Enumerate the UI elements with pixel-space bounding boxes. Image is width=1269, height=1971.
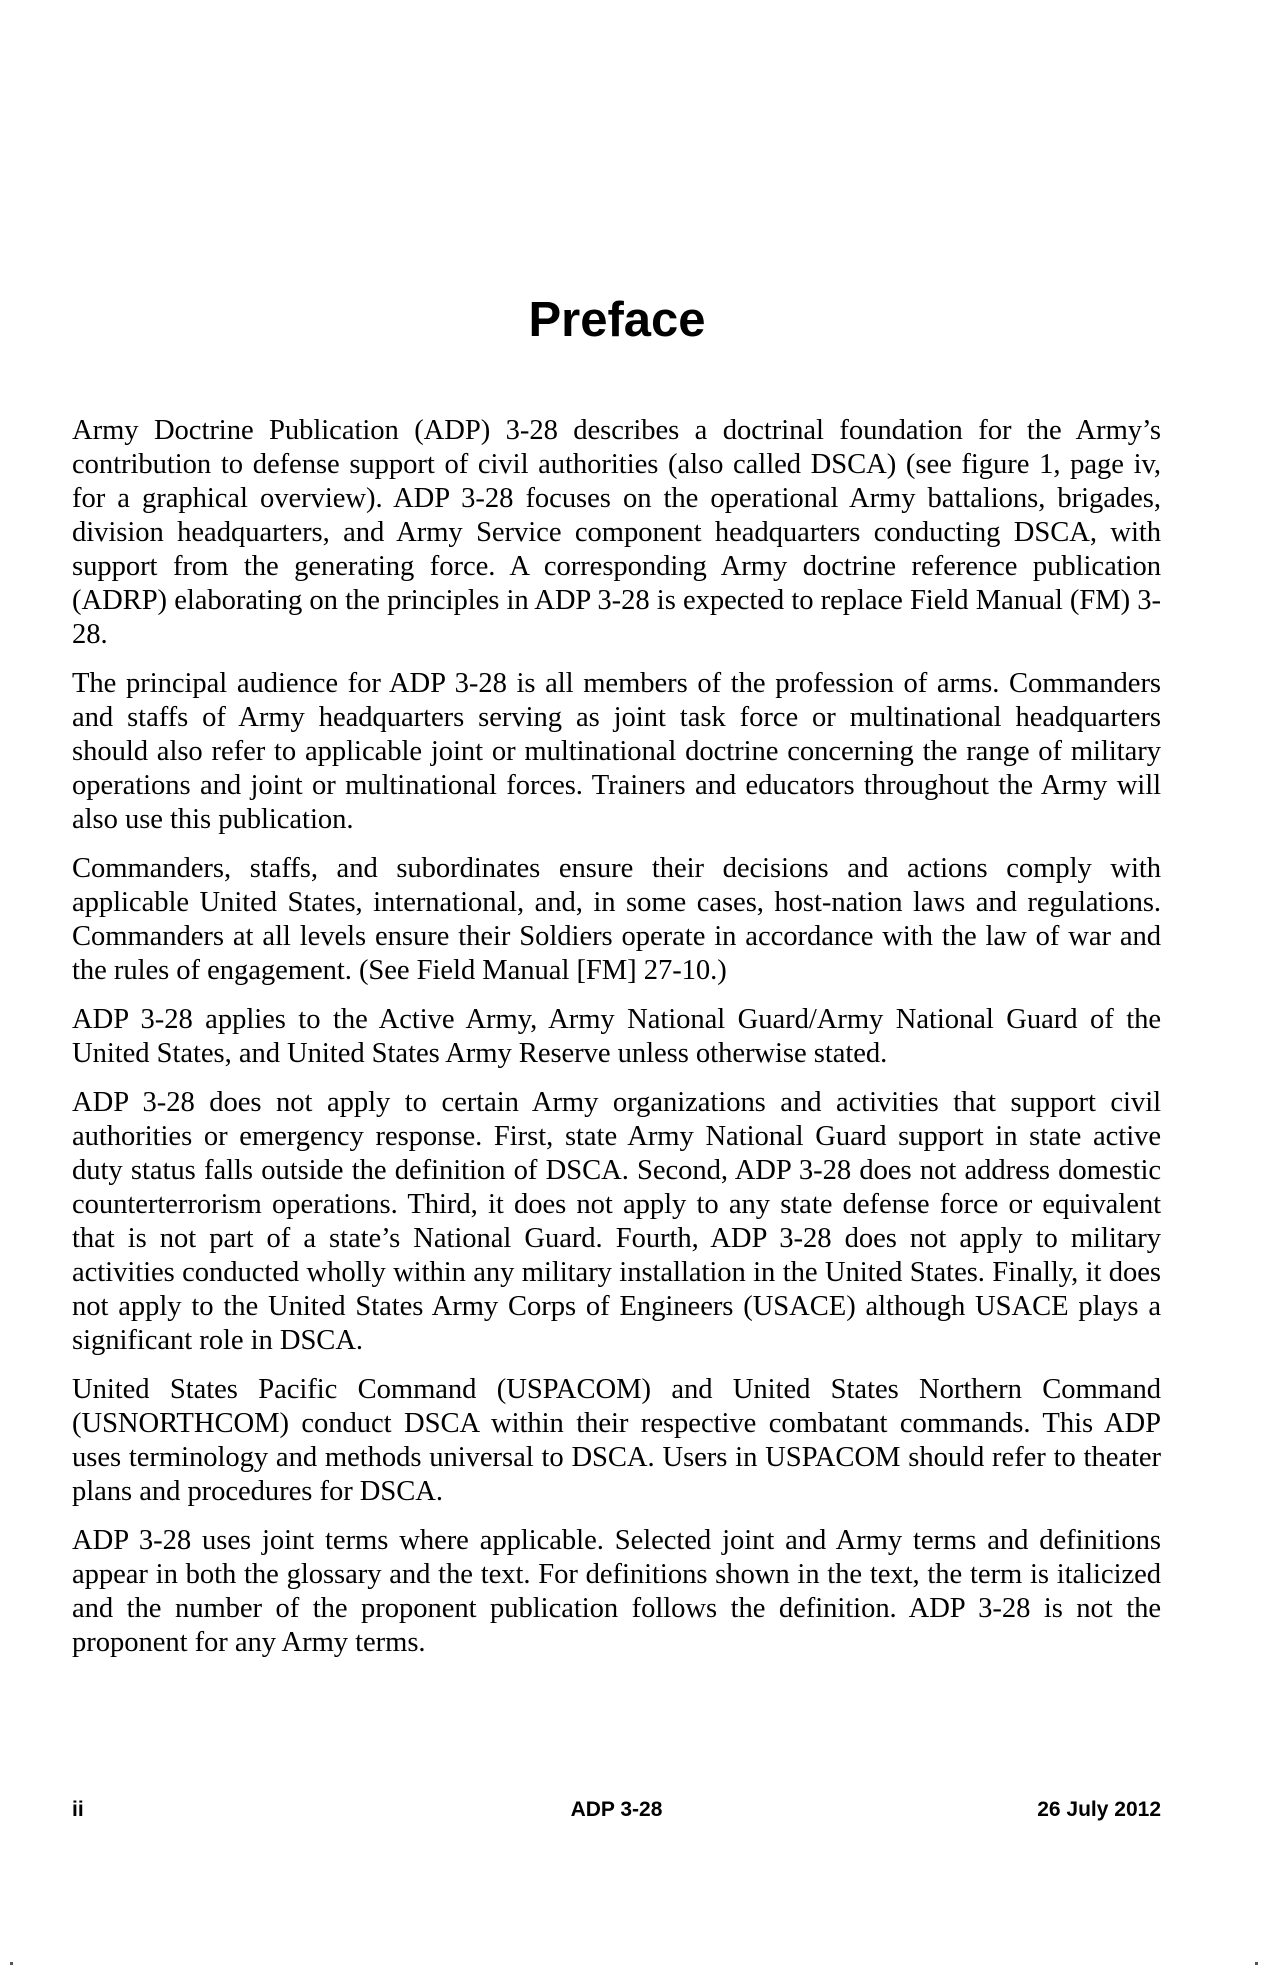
paragraph: Army Doctrine Publication (ADP) 3-28 describes a doctrinal foundation for the Army’s contribution to defense support of civil authorities (also called DSCA) (see figure 1, page iv, for a graphical overview). ADP 3-28 focuses on the operational Army battalions, brigades, division headquarters, and Army Service component headquarters conducting DSCA, with support from the generating force. A corresponding Army doctrine reference publication (ADRP) elaborating on the principles in ADP 3-28 is expected to replace Field Manual (FM) 3-28.	[72, 415, 1161, 650]
paragraph: ADP 3-28 applies to the Active Army, Army National Guard/Army National Guard of the United States, and United States Army Reserve unless otherwise stated.	[72, 1004, 1161, 1069]
paragraph: ADP 3-28 uses joint terms where applicable. Selected joint and Army terms and definitions appear in both the glossary and the text. For definitions shown in the text, the term is italicized and the number of the proponent publication follows the definition. ADP 3-28 is not the proponent for any Army terms.	[72, 1525, 1161, 1658]
page-title: Preface	[528, 293, 706, 347]
footer-date: 26 July 2012	[1037, 1798, 1161, 1821]
footer-page-number: ii	[72, 1798, 84, 1821]
paragraph: The principal audience for ADP 3-28 is all members of the profession of arms. Commanders and staffs of Army headquarters serving as joint task force or multinational headquarters should also refer to applicable joint or multinational doctrine concerning the range of military operations and joint or multinational forces. Trainers and educators throughout the Army will also use this publication.	[72, 668, 1161, 835]
paragraph: Commanders, staffs, and subordinates ensure their decisions and actions comply with applicable United States, international, and, in some cases, host-nation laws and regulations. Commanders at all levels ensure their Soldiers operate in accordance with the law of war and the rules of engagement. (See Field Manual [FM] 27-10.)	[72, 853, 1161, 986]
preface-body	[72, 414, 1161, 1675]
scan-mark-left	[10, 1962, 13, 1965]
paragraph: ADP 3-28 does not apply to certain Army organizations and activities that support civil authorities or emergency response. First, state Army National Guard support in state active duty status falls outside the definition of DSCA. Second, ADP 3-28 does not address domestic counterterrorism operations. Third, it does not apply to any state defense force or equivalent that is not part of a state’s National Guard. Fourth, ADP 3-28 does not apply to military activities conducted wholly within any military installation in the United States. Finally, it does not apply to the United States Army Corps of Engineers (USACE) although USACE plays a significant role in DSCA.	[72, 1087, 1161, 1356]
scan-mark-right	[1255, 1962, 1258, 1965]
footer-publication: ADP 3-28	[570, 1798, 663, 1821]
paragraph: United States Pacific Command (USPACOM) and United States Northern Command (USNORTHCOM) conduct DSCA within their respective combatant commands. This ADP uses terminology and methods universal to DSCA. Users in USPACOM should refer to theater plans and procedures for DSCA.	[72, 1374, 1161, 1507]
page-footer	[72, 1795, 1161, 1825]
